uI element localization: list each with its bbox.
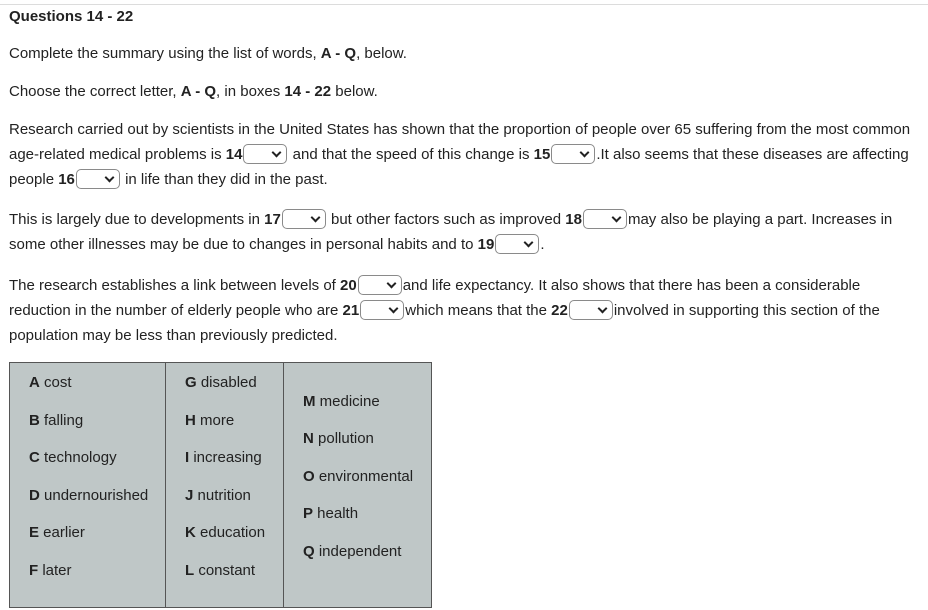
instruction-2-range: A - Q	[180, 83, 217, 100]
option-letter: H	[185, 412, 196, 429]
option-word: undernourished	[39, 487, 149, 504]
option-word: medicine	[315, 393, 380, 410]
question-20-number: 20	[340, 277, 357, 294]
option-word: nutrition	[193, 487, 251, 504]
option-l	[185, 562, 255, 579]
option-word: earlier	[39, 524, 85, 541]
option-word: technology	[39, 449, 117, 466]
option-letter: A	[29, 374, 40, 391]
word-list-box	[9, 362, 432, 608]
option-word: cost	[39, 374, 72, 391]
question-15-number: 15	[533, 146, 551, 163]
answer-select-15[interactable]	[551, 144, 595, 164]
p2-text-1: This is largely due to developments in	[9, 211, 265, 228]
option-word: environmental	[314, 468, 414, 485]
option-word: constant	[194, 562, 256, 579]
p1-text-1: Research carried out by scientists in the United States has shown that the proportion of people over 65 suffering from the most common age-related medical problems is	[9, 121, 911, 163]
answer-select-17[interactable]	[282, 209, 326, 229]
question-17-number: 17	[264, 211, 281, 228]
instruction-2-end: below.	[331, 83, 378, 100]
answer-select-14[interactable]	[243, 144, 287, 164]
option-letter: P	[303, 505, 314, 522]
option-word: independent	[314, 543, 402, 560]
question-19-number: 19	[477, 236, 495, 253]
option-word: health	[313, 505, 359, 522]
p3-text-1: The research establishes a link between levels of	[9, 277, 341, 294]
option-j	[185, 487, 251, 504]
option-o	[303, 468, 413, 485]
option-n	[303, 430, 374, 447]
option-letter: G	[185, 374, 197, 391]
option-word: education	[195, 524, 266, 541]
option-letter: E	[29, 524, 40, 541]
option-letter: J	[185, 487, 194, 504]
instruction-1-text: Complete the summary using the list of words,	[9, 45, 321, 62]
instruction-1	[9, 44, 407, 64]
option-e	[29, 524, 85, 541]
option-letter: N	[303, 430, 314, 447]
option-m	[303, 393, 380, 410]
column-divider-2	[283, 363, 284, 607]
option-c	[29, 449, 117, 466]
option-word: increasing	[189, 449, 262, 466]
instruction-2	[9, 82, 378, 102]
question-16-number: 16	[58, 171, 75, 188]
answer-select-20[interactable]	[358, 275, 402, 295]
option-letter: B	[29, 412, 40, 429]
p2-text-3: may also be playing a part. Increases in some other illnesses may be due to changes in personal habits and to	[9, 211, 893, 253]
question-14-number: 14	[225, 146, 243, 163]
p3-text-2: and life expectancy. It also shows that there has been a considerable reduction in the number of elderly people who are	[9, 277, 861, 319]
instruction-2-text: Choose the correct letter,	[9, 83, 181, 100]
p1-text-4: in life than they did in the past.	[120, 171, 328, 188]
option-word: later	[38, 562, 72, 579]
option-word: more	[195, 412, 235, 429]
option-letter: Q	[303, 543, 315, 560]
instruction-1-range: A - Q	[320, 45, 357, 62]
option-b	[29, 412, 83, 429]
top-divider	[0, 4, 928, 5]
option-letter: K	[185, 524, 196, 541]
option-letter: D	[29, 487, 40, 504]
option-f	[29, 562, 72, 579]
question-18-number: 18	[565, 211, 582, 228]
question-22-number: 22	[551, 302, 568, 319]
answer-select-22[interactable]	[569, 300, 613, 320]
summary-paragraph-2	[9, 207, 921, 257]
p2-text-4: .	[540, 236, 545, 253]
question-21-number: 21	[342, 302, 360, 319]
option-h	[185, 412, 234, 429]
answer-select-21[interactable]	[360, 300, 404, 320]
option-k	[185, 524, 265, 541]
answer-select-16[interactable]	[76, 169, 120, 189]
option-a	[29, 374, 72, 391]
instruction-2-boxes: 14 - 22	[284, 83, 332, 100]
instruction-1-end: , below.	[356, 45, 407, 62]
questions-heading: Questions 14 - 22	[9, 8, 134, 25]
option-word: pollution	[313, 430, 374, 447]
option-d	[29, 487, 148, 504]
p2-text-2: but other factors such as improved	[326, 211, 566, 228]
p3-text-4: involved in supporting this section of the population may be less than previously predicted.	[9, 302, 880, 344]
option-word: disabled	[196, 374, 257, 391]
option-i	[185, 449, 262, 466]
answer-select-18[interactable]	[583, 209, 627, 229]
p3-text-3: which means that the	[405, 302, 552, 319]
option-q	[303, 543, 401, 560]
option-letter: O	[303, 468, 315, 485]
option-letter: I	[185, 449, 190, 466]
summary-paragraph-1	[9, 117, 921, 192]
summary-paragraph-3	[9, 273, 921, 348]
column-divider-1	[165, 363, 166, 607]
option-letter: F	[29, 562, 39, 579]
p1-text-3: .It also seems that these diseases are affecting people	[9, 146, 909, 188]
p1-text-2: and that the speed of this change is	[288, 146, 534, 163]
option-g	[185, 374, 257, 391]
option-letter: M	[303, 393, 316, 410]
answer-select-19[interactable]	[495, 234, 539, 254]
option-p	[303, 505, 358, 522]
instruction-2-mid: , in boxes	[216, 83, 285, 100]
option-letter: L	[185, 562, 195, 579]
option-word: falling	[39, 412, 84, 429]
option-letter: C	[29, 449, 40, 466]
